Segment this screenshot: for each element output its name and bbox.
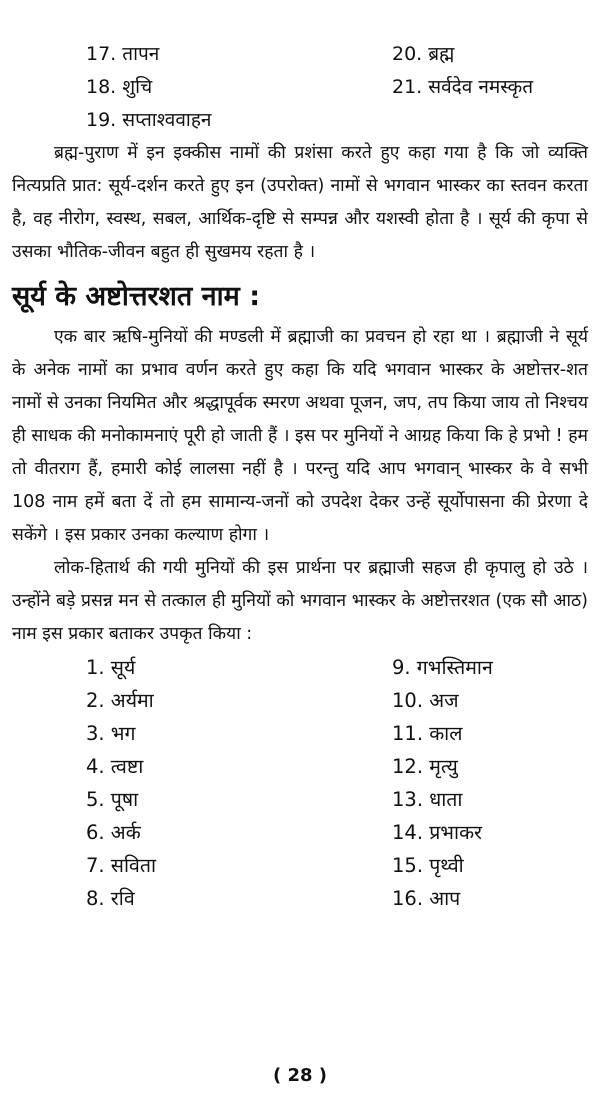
list-item: 4. त्वष्टा [86, 755, 144, 778]
names-list-continued [86, 38, 588, 137]
list-item: 9. गभस्तिमान [392, 656, 493, 679]
list-item: 8. रवि [86, 887, 135, 910]
list-item: 6. अर्क [86, 821, 141, 844]
list-item: 21. सर्वदेव नमस्कृत [392, 76, 534, 98]
list-item: 12. मृत्यु [392, 755, 458, 778]
list-item: 3. भग [86, 722, 136, 745]
list-item: 5. पूषा [86, 788, 139, 811]
list-item: 14. प्रभाकर [392, 821, 483, 844]
list-item: 10. अज [392, 689, 459, 712]
list-item: 20. ब्रह्म [392, 43, 455, 65]
list-item: 1. सूर्य [86, 656, 136, 679]
paragraph-brahma-purana: ब्रह्म-पुराण में इन इक्कीस नामों की प्रशंसा करते हुए कहा गया है कि जो व्यक्ति नित्यप्रति प्रात: सूर्य-दर्शन करते हुए इन (उपरोक्त) नामों से भगवान भास्कर का स्तवन करता है, वह नीरोग, स्वस्थ, सबल, आर्थिक-दृष्टि से सम्पन्न और यशस्वी होता है । सूर्य की कृपा से उसका भौतिक-जीवन बहुत ही सुखमय रहता है । [12, 143, 588, 262]
list-item: 11. काल [392, 722, 463, 745]
list-item: 7. सविता [86, 854, 157, 877]
paragraph-prayer: लोक-हितार्थ की गयी मुनियों की इस प्रार्थना पर ब्रह्माजी सहज ही कृपालु हो उठे । उन्होंने बड़े प्रसन्न मन से तत्काल ही मुनियों को भगवान भास्कर के अष्टोत्तरशत (एक सौ आठ) नाम इस प्रकार बताकर उपकृत किया : [12, 558, 588, 644]
list-item: 13. धाता [392, 788, 463, 811]
page-number: ( 28 ) [272, 1065, 328, 1086]
names-list-108 [86, 651, 588, 915]
list-item: 19. सप्ताश्ववाहन [86, 109, 212, 131]
list-item: 2. अर्यमा [86, 689, 154, 712]
list-item: 15. पृथ्वी [392, 854, 464, 877]
list-item: 17. तापन [86, 43, 160, 65]
paragraph-brahma-discourse: एक बार ऋषि-मुनियों की मण्डली में ब्रह्माजी का प्रवचन हो रहा था । ब्रह्माजी ने सूर्य के अनेक नामों का प्रभाव वर्णन करते हुए कहा कि यदि भगवान भास्कर के अष्टोत्तर-शत नामों से उनका नियमित और श्रद्धापूर्वक स्मरण अथवा पूजन, जप, तप किया जाय तो निश्चय ही साधक की मनोकामनाएं पूरी हो जाती हैं । इस पर मुनियों ने आग्रह किया कि हे प्रभो ! हम तो वीतराग हैं, हमारी कोई लालसा नहीं है । परन्तु यदि आप भगवान् भास्कर के वे सभी 108 नाम हमें बता दें तो हम सामान्य-जनों को उपदेश देकर उन्हें सूर्योपासना की प्रेरणा दे सकेंगे । इस प्रकार उनका कल्याण होगा । [12, 327, 588, 545]
section-heading: सूर्य के अष्टोत्तरशत नाम : [12, 281, 261, 312]
list-item: 16. आप [392, 887, 461, 910]
list-item: 18. शुचि [86, 76, 153, 98]
